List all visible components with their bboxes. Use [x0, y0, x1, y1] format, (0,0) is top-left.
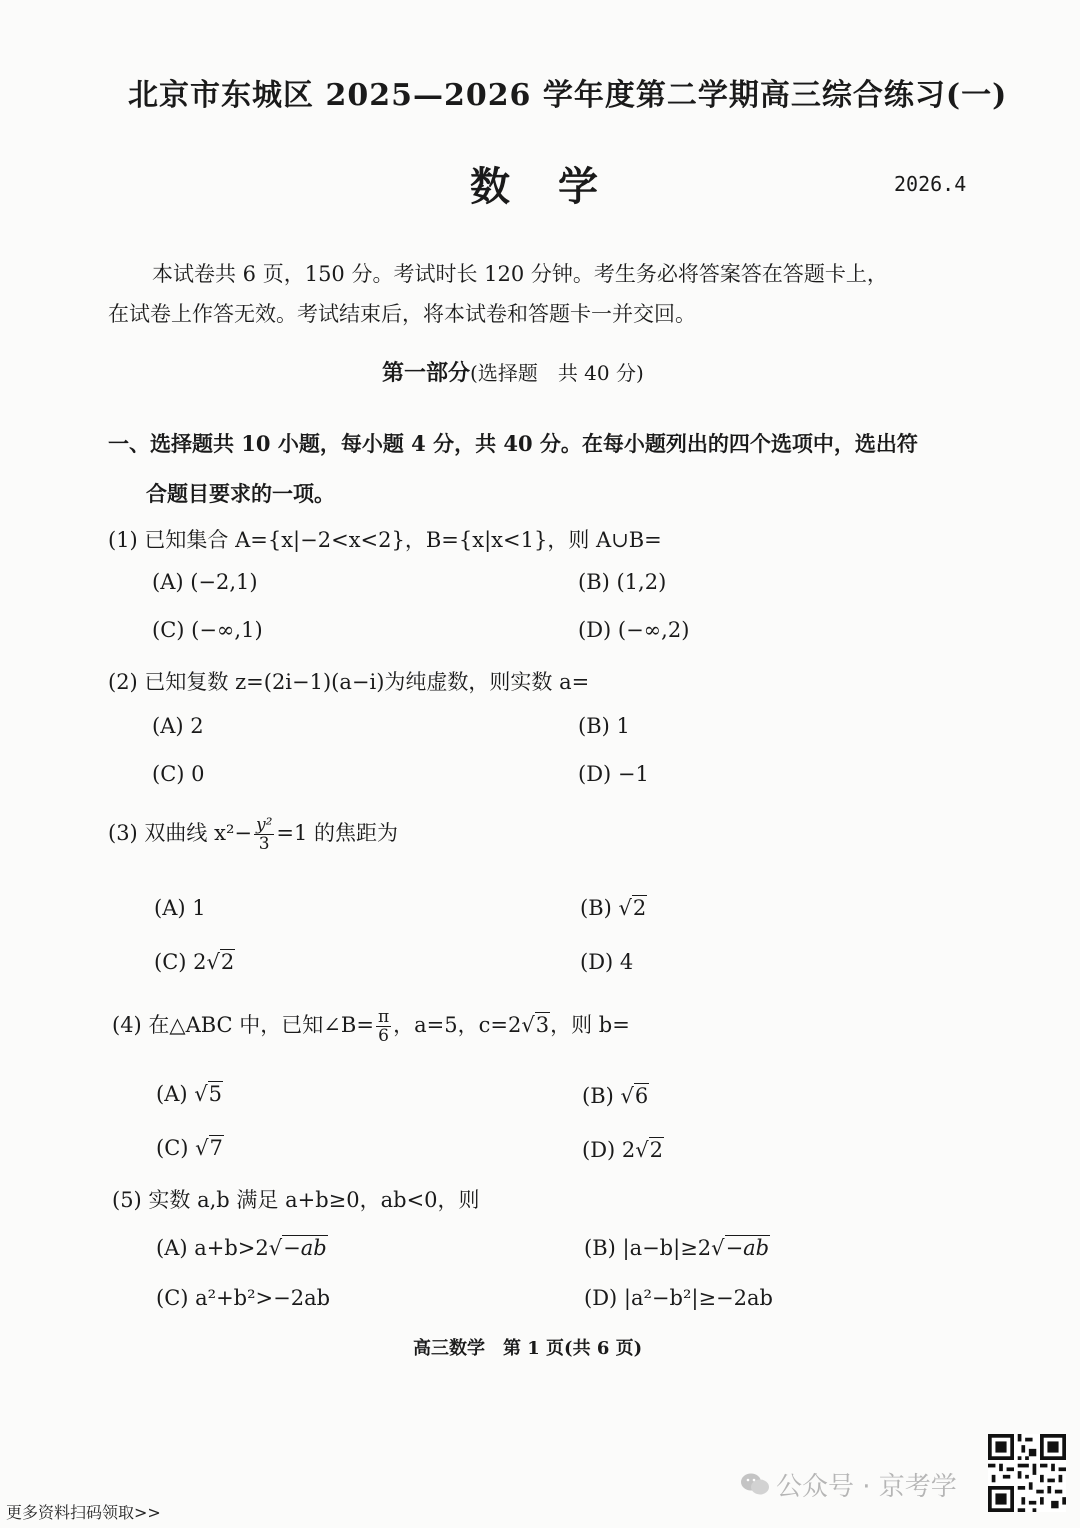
q2-option-c: (C) 0: [152, 762, 205, 786]
sqrt-symbol: √−ab: [268, 1236, 327, 1260]
q3-stem-pre: (3) 双曲线 x²−: [108, 821, 252, 845]
q4-option-d-label: (D) 2: [582, 1138, 636, 1162]
sqrt-symbol: √2: [635, 1138, 664, 1162]
q3-option-b-radicand: 2: [632, 896, 647, 920]
q4-option-a-label: (A): [156, 1082, 195, 1106]
q3-frac-den: 3: [258, 834, 270, 854]
q4-option-b: [582, 1084, 649, 1108]
question-2-stem: (2) 已知复数 z=(2i−1)(a−i)为纯虚数，则实数 a=: [108, 670, 590, 694]
q4-stem-radicand: 3: [535, 1013, 550, 1037]
sqrt-symbol: √7: [195, 1136, 223, 1160]
q5-option-a-radicand: −ab: [283, 1236, 327, 1260]
q1-option-b: (B) (1,2): [578, 570, 667, 594]
sqrt-symbol: √−ab: [711, 1236, 770, 1260]
question-5-stem: (5) 实数 a,b 满足 a+b≥0，ab<0，则: [112, 1188, 480, 1212]
q2-option-b: (B) 1: [578, 714, 630, 738]
q1-option-a: (A) (−2,1): [152, 570, 258, 594]
q3-option-c: [154, 950, 235, 974]
intro-line-1: 本试卷共 6 页，150 分。考试时长 120 分钟。考生务必将答案答在答题卡上，: [152, 262, 888, 286]
q3-option-b: [580, 896, 647, 920]
q4-option-b-radicand: 6: [634, 1084, 649, 1108]
q4-fraction: [376, 1008, 391, 1045]
qr-code[interactable]: [988, 1434, 1066, 1512]
q5-option-b: [584, 1236, 770, 1260]
exam-title: 北京市东城区 2025—2026 学年度第二学期高三综合练习(一): [128, 78, 1008, 113]
q3-option-a: (A) 1: [154, 896, 206, 920]
q4-option-d: [582, 1138, 664, 1162]
part-subtitle: (选择题 共 40 分): [470, 361, 644, 385]
q3-option-c-radicand: 2: [220, 950, 235, 974]
wechat-icon: [740, 1471, 770, 1504]
q4-option-a-radicand: 5: [208, 1082, 222, 1106]
q3-option-c-label: (C) 2: [154, 950, 207, 974]
q5-option-b-radicand: −ab: [725, 1236, 770, 1260]
section-instruction-1: 一、选择题共 10 小题，每小题 4 分，共 40 分。在每小题列出的四个选项中，选出符: [108, 431, 918, 456]
subject-title: 数学: [470, 163, 646, 210]
q4-stem-mid: ，a=5，c=2: [393, 1013, 522, 1037]
q4-option-c: [156, 1136, 224, 1160]
q4-frac-num: π: [377, 1007, 390, 1027]
watermark: [740, 1466, 957, 1504]
q5-option-a-label: (A) a+b>2: [156, 1236, 269, 1260]
q4-option-b-label: (B): [582, 1084, 621, 1108]
page-footer: 高三数学 第 1 页(共 6 页): [413, 1338, 643, 1359]
q1-option-d: (D) (−∞,2): [578, 618, 690, 642]
sqrt-symbol: √5: [194, 1082, 222, 1106]
q3-frac-num: y²: [255, 815, 273, 835]
question-4-stem: [112, 1008, 630, 1045]
q3-option-b-label: (B): [580, 896, 619, 920]
q5-option-c: (C) a²+b²>−2ab: [156, 1286, 331, 1310]
intro-line-2: 在试卷上作答无效。考试结束后，将本试卷和答题卡一并交回。: [108, 302, 696, 326]
q3-stem-post: =1 的焦距为: [276, 821, 399, 845]
exam-date: 2026.4: [894, 172, 967, 196]
q5-option-a: [156, 1236, 328, 1260]
q2-option-a: (A) 2: [152, 714, 204, 738]
q3-option-d: (D) 4: [580, 950, 634, 974]
q4-stem-pre: (4) 在△ABC 中，已知∠B=: [112, 1013, 374, 1037]
q3-fraction: [254, 816, 274, 853]
sqrt-symbol: √3: [521, 1013, 550, 1037]
q4-option-d-radicand: 2: [649, 1138, 664, 1162]
part-heading: [382, 356, 644, 387]
q5-option-d: (D) |a²−b²|≥−2ab: [584, 1286, 773, 1310]
watermark-text: 公众号 · 京考学: [776, 1472, 957, 1502]
bottom-promo-text: 更多资料扫码领取>>: [6, 1503, 161, 1522]
sqrt-symbol: √2: [206, 950, 235, 974]
q5-option-b-label: (B) |a−b|≥2: [584, 1236, 712, 1260]
part-title: 第一部分: [382, 360, 471, 386]
question-3-stem: [108, 816, 398, 853]
section-instruction-2: 合题目要求的一项。: [146, 481, 335, 506]
sqrt-symbol: √2: [618, 896, 647, 920]
q4-option-a: [156, 1082, 223, 1106]
q1-option-c: (C) (−∞,1): [152, 618, 263, 642]
q4-option-c-label: (C): [156, 1136, 196, 1160]
question-1-stem: (1) 已知集合 A={x|−2<x<2}，B={x|x<1}，则 A∪B=: [108, 528, 662, 552]
q4-stem-post: ，则 b=: [550, 1013, 630, 1037]
sqrt-symbol: √6: [620, 1084, 649, 1108]
q4-option-c-radicand: 7: [209, 1136, 223, 1160]
q4-frac-den: 6: [378, 1026, 389, 1046]
q2-option-d: (D) −1: [578, 762, 649, 786]
